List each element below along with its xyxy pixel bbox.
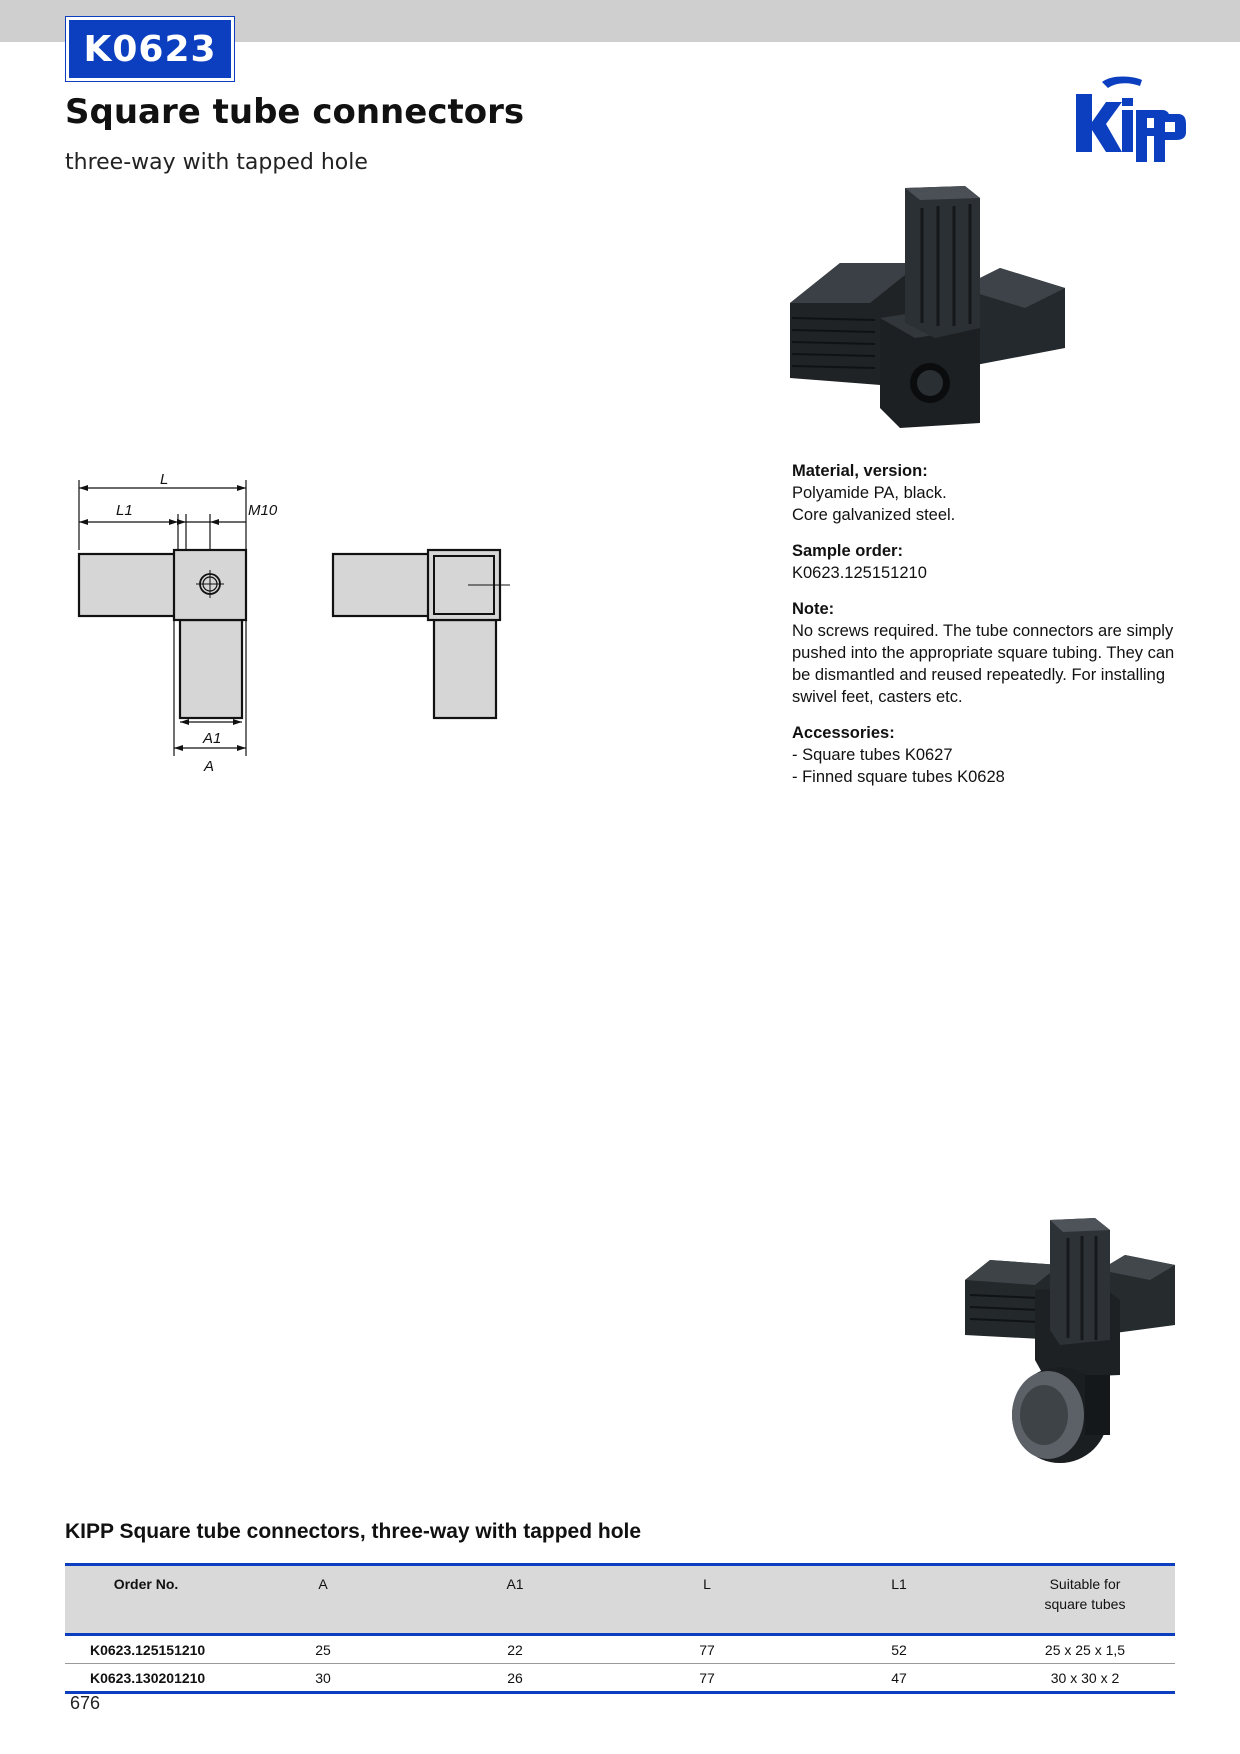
- col-header-suitable-line: Suitable for: [1049, 1576, 1121, 1592]
- cell-l: 77: [611, 1664, 803, 1693]
- accessories-block: [792, 722, 1192, 788]
- sample-order-block: [792, 540, 1192, 584]
- info-panel: [792, 460, 1192, 802]
- cell-suitable: 25 x 25 x 1,5: [995, 1635, 1175, 1664]
- product-code-badge: K0623: [66, 17, 234, 81]
- page-number: 676: [70, 1693, 101, 1713]
- sample-order-heading: Sample order:: [792, 542, 903, 560]
- cell-l1: 52: [803, 1635, 995, 1664]
- cell-order-no: K0623.125151210: [65, 1635, 227, 1664]
- material-block: [792, 460, 1192, 526]
- dim-label-M10: M10: [248, 502, 278, 519]
- accessories-heading: Accessories:: [792, 724, 895, 742]
- col-header-l: L: [611, 1565, 803, 1635]
- sample-order-value: K0623.125151210: [792, 564, 927, 582]
- dim-label-A: A: [204, 758, 215, 775]
- order-table: [65, 1563, 1175, 1694]
- page-title: Square tube connectors: [65, 92, 525, 132]
- accessory-item: - Square tubes K0627: [792, 746, 953, 764]
- col-header-order-no: Order No.: [65, 1565, 227, 1635]
- cell-a1: 26: [419, 1664, 611, 1693]
- material-line: Core galvanized steel.: [792, 506, 956, 524]
- cell-l: 77: [611, 1635, 803, 1664]
- table-row: [65, 1664, 1175, 1693]
- material-heading: Material, version:: [792, 462, 928, 480]
- accessory-item: - Finned square tubes K0628: [792, 768, 1005, 786]
- kipp-logo: [1072, 74, 1187, 162]
- table-row: [65, 1635, 1175, 1664]
- cell-a: 30: [227, 1664, 419, 1693]
- dim-label-L1: L1: [116, 502, 133, 519]
- col-header-suitable-line: square tubes: [1044, 1596, 1126, 1612]
- cell-a: 25: [227, 1635, 419, 1664]
- col-header-suitable: [995, 1565, 1175, 1635]
- material-line: Polyamide PA, black.: [792, 484, 947, 502]
- col-header-a: A: [227, 1565, 419, 1635]
- note-text: No screws required. The tube connectors are simply pushed into the appropriate square tubing. They can be dismantled and reused repeatedly. For installing swivel feet, casters etc.: [792, 622, 1175, 706]
- table-header-row: [65, 1565, 1175, 1635]
- col-header-a1: A1: [419, 1565, 611, 1635]
- connector-with-caster-photo: [960, 1210, 1185, 1480]
- table-title: KIPP Square tube connectors, three-way with tapped hole: [65, 1520, 642, 1543]
- page-subtitle: three-way with tapped hole: [65, 150, 368, 175]
- technical-drawing: [60, 470, 540, 790]
- note-heading: Note:: [792, 600, 835, 618]
- cell-a1: 22: [419, 1635, 611, 1664]
- note-block: [792, 598, 1192, 708]
- cell-order-no: K0623.130201210: [65, 1664, 227, 1693]
- dim-label-L: L: [160, 471, 169, 488]
- cell-l1: 47: [803, 1664, 995, 1693]
- cell-suitable: 30 x 30 x 2: [995, 1664, 1175, 1693]
- dim-label-A1: A1: [203, 730, 222, 747]
- connector-photo: [780, 178, 1080, 433]
- col-header-l1: L1: [803, 1565, 995, 1635]
